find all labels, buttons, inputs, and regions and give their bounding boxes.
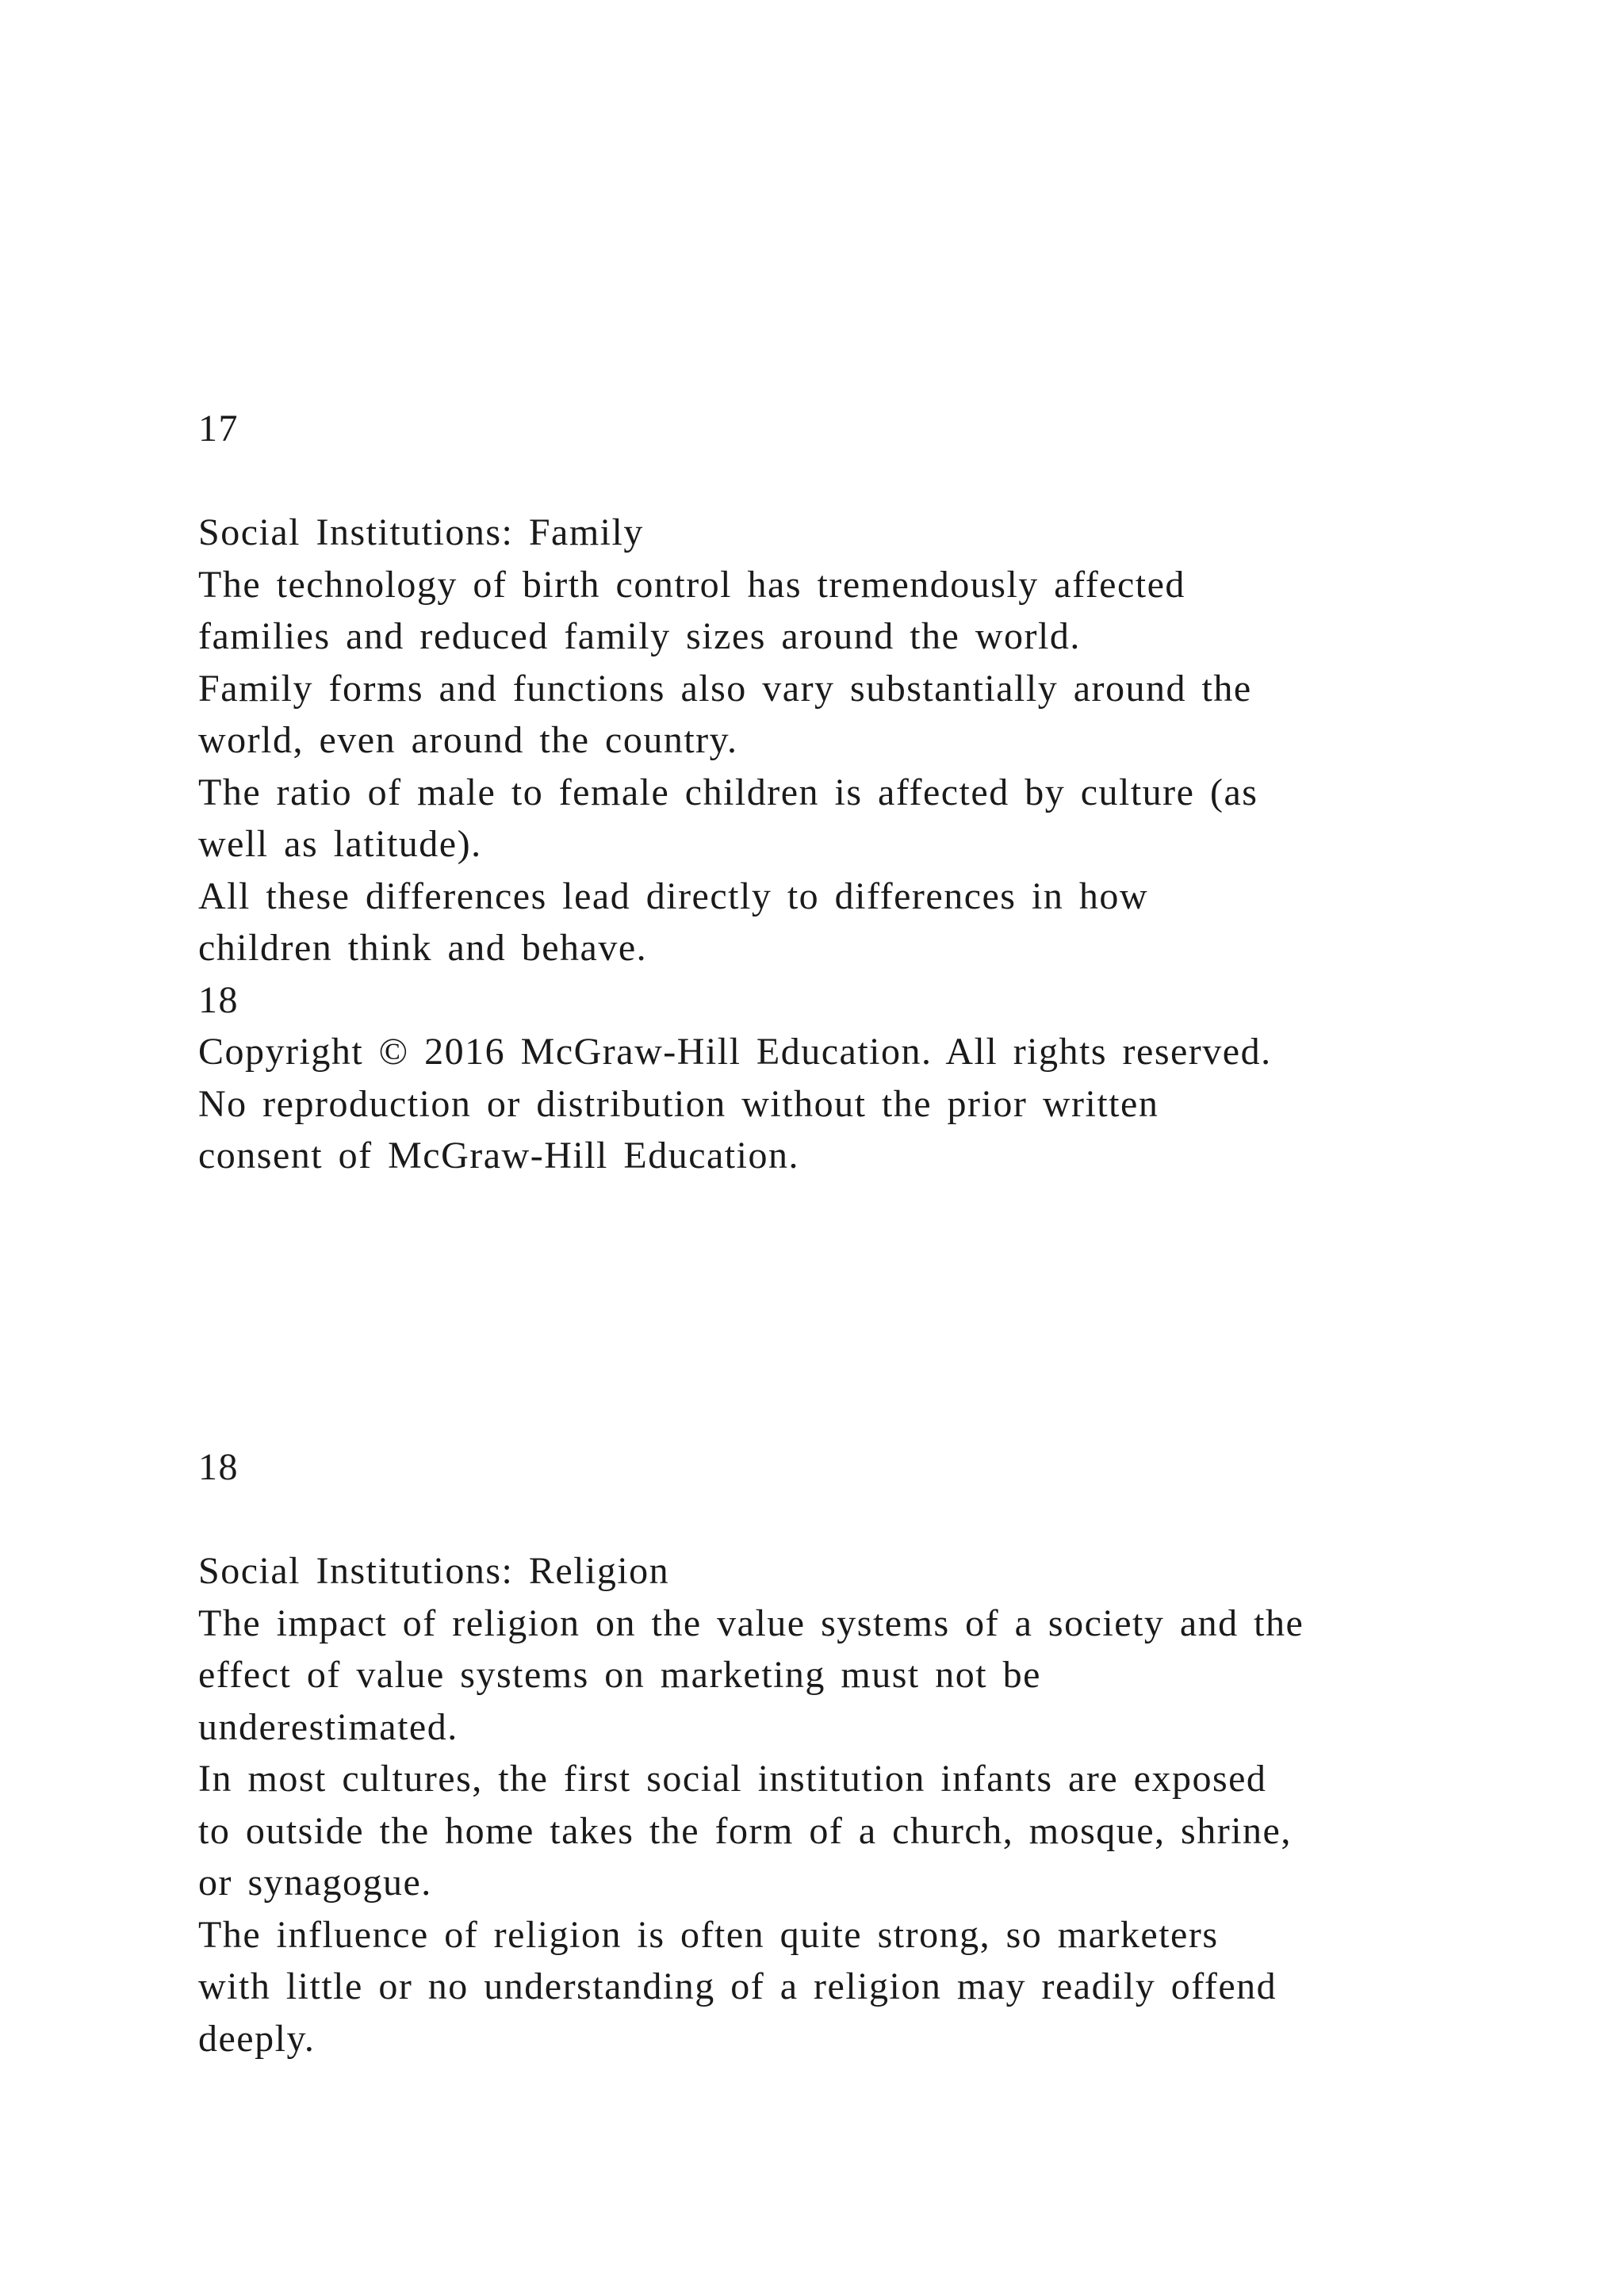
body-line: or synagogue. [198,1862,432,1904]
body-line: effect of value systems on marketing must not be [198,1654,1041,1696]
slide-17-section [198,403,1546,1182]
slide-number: 18 [198,1446,239,1488]
body-line: deeply. [198,2017,316,2060]
blank-line [198,455,1546,507]
slide-number: 17 [198,408,239,450]
slide-title: Social Institutions: Religion [198,1550,670,1592]
body-line: world, even around the country. [198,719,738,761]
blank-line [198,1494,1546,1546]
copyright-line: Copyright © 2016 McGraw-Hill Education. All rights reserved. [198,1031,1272,1073]
body-line: In most cultures, the first social institution infants are exposed [198,1758,1267,1800]
body-line: children think and behave. [198,927,648,969]
body-line: Family forms and functions also vary substantially around the [198,667,1252,710]
body-line: families and reduced family sizes around the world. [198,615,1081,657]
copyright-line: consent of McGraw-Hill Education. [198,1135,799,1177]
body-line: 18 [198,978,239,1021]
body-line: The influence of religion is often quite strong, so marketers [198,1913,1219,1956]
body-line: underestimated. [198,1705,458,1748]
body-line: well as latitude). [198,823,482,865]
body-line: The impact of religion on the value systems of a society and the [198,1601,1304,1644]
slide-18-section [198,1441,1546,2064]
body-line: The technology of birth control has tremendously affected [198,563,1185,606]
slide-title: Social Institutions: Family [198,511,644,553]
body-line: with little or no understanding of a religion may readily offend [198,1965,1277,2007]
copyright-line: No reproduction or distribution without the prior written [198,1082,1159,1125]
body-line: to outside the home takes the form of a church, mosque, shrine, [198,1809,1292,1852]
body-line: The ratio of male to female children is affected by culture (as [198,771,1258,813]
body-line: All these differences lead directly to differences in how [198,874,1148,917]
